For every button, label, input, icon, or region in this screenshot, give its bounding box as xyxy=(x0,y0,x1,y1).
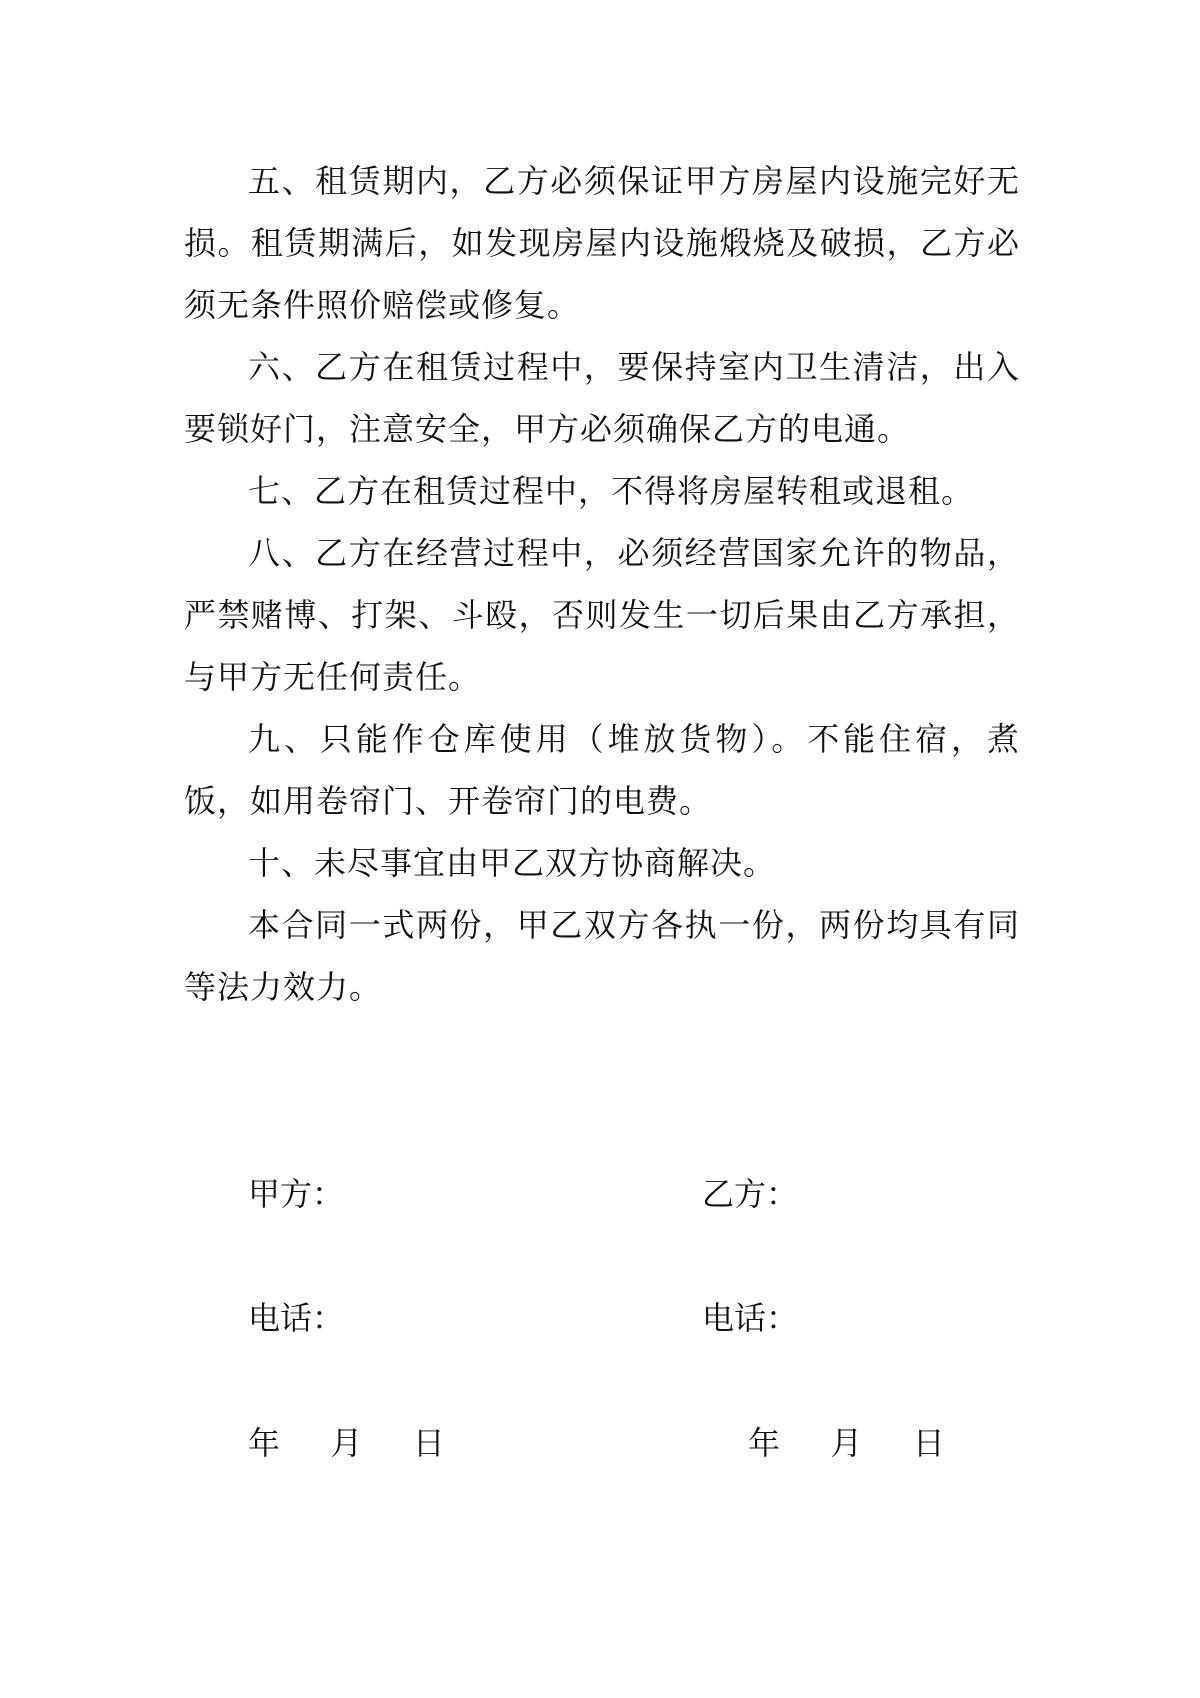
clause-5: 五、租赁期内，乙方必须保证甲方房屋内设施完好无损。租赁期满后，如发现房屋内设施煅烧及破损，乙方必须无条件照价赔偿或修复。 xyxy=(184,162,1020,324)
date-b-day: 日 xyxy=(912,1424,945,1462)
date-b-month: 月 xyxy=(830,1424,863,1462)
party-b-label: 乙方： xyxy=(702,1175,799,1213)
date-b-year: 年 xyxy=(748,1424,781,1462)
phone-a-label: 电话： xyxy=(248,1299,345,1337)
date-a-year: 年 xyxy=(248,1424,281,1462)
contract-body xyxy=(184,150,1020,1018)
copies-clause: 本合同一式两份，甲乙双方各执一份，两份均具有同等法力效力。 xyxy=(184,906,1020,1006)
phone-b-label: 电话： xyxy=(702,1299,799,1337)
clause-10: 十、未尽事宜由甲乙双方协商解决。 xyxy=(248,844,777,882)
date-b xyxy=(748,1423,945,1463)
clause-9: 九、只能作仓库使用（堆放货物）。不能住宿，煮饭，如用卷帘门、开卷帘门的电费。 xyxy=(184,720,1020,820)
clause-6: 六、乙方在租赁过程中，要保持室内卫生清洁，出入要锁好门，注意安全，甲方必须确保乙方的电通。 xyxy=(184,348,1020,448)
party-a-label: 甲方： xyxy=(248,1175,345,1213)
date-a xyxy=(248,1423,445,1463)
date-a-month: 月 xyxy=(330,1424,363,1462)
clause-7: 七、乙方在租赁过程中，不得将房屋转租或退租。 xyxy=(248,472,975,510)
clause-8: 八、乙方在经营过程中，必须经营国家允许的物品，严禁赌博、打架、斗殴，否则发生一切后果由乙方承担，与甲方无任何责任。 xyxy=(184,534,1020,696)
date-a-day: 日 xyxy=(412,1424,445,1462)
